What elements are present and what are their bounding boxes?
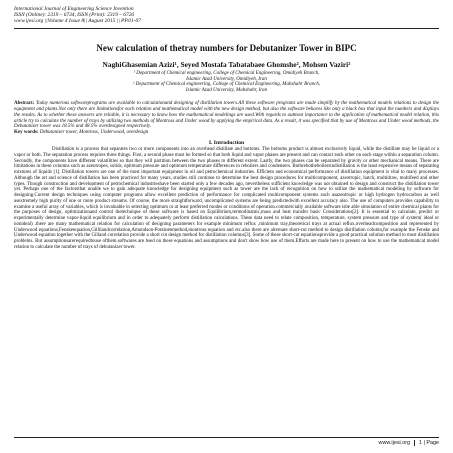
page-footer [14,437,439,446]
abstract-text: Today numerous softwareprograms are available to calculationand designing of distillation towers.All these software programs are made simplify by the mathematical models relations to design the equipment and plants.Not only there are limitationsfor each relation and mathematical model with the new design method, but also the software behaves like only a black box that input the numbers and displays the results. As to whether these answers are reliable, it is necessary to know how the mathematical modelings are used.With regards to outmost importance to the application of mathematical model relation, this article try to calculate the number of trays by utilizing two methods of Montross and Under wood by applying the empirical data. As a result, it was specified that by use of Montross and Under wood methods, the Debutanizer tower was 18.5% and 48.5% overdesigned respectively. [14,101,439,130]
affiliations [14,71,439,95]
footer-site: www.ijesi.org [378,440,411,446]
affiliation-line: ² Department of Chemical engineering, College of Chemical Engineering, Mahshahr Branch, [132,82,321,88]
paper-title: New calculation of thetray numbers for Debutanizer Tower in BIPC [96,42,357,53]
affiliation-line: Islamic Azad University, Omidiyeh, Iran [186,76,267,82]
abstract-label: Abstract: [14,101,35,107]
journal-header [14,6,439,25]
section-heading: I. Introduction [208,140,245,147]
journal-issue: www.ijesi.org ||Volume 4 Issue 8|| August 2015 || PP.01-07 [14,18,141,25]
affiliation-line: Islamic Azad University, Mahshahr, Iran [185,88,268,94]
journal-issn: ISSN (Online): 2319 – 6734, ISSN (Print): 2319 – 6726 [14,12,135,19]
abstract [14,101,439,130]
keywords-text: Debutanizer tower, Montross, Underwood, overdesign [39,130,149,136]
intro-paragraph: Distillation is a process that separates two or more components into an overhead distillate and bottoms. The bottoms product is almost exclusively liquid, while the distillate may be liquid or a vapor or both. The separation process requires three things. First, a second phase must be formed so that both liquid and vapor phases are present and can contact each other on each stage within a separation column. Secondly, the components have different volatilities so that they will partition between the two phases to different extent. Lastly, the two phases can be separated by gravity or other mechanical means. There are limitations in these columns such as azeotropes, solids, optimum pressure and optimum temperature differences in reboilers and condensers. Bothrebotheboilersindistillation is the least expensive means of separating mixtures of liquids [1]. Distillation towers are one of the most important equipment in oil and petrochemical industries. Efficient and economical performance of distillation equipment is vital to many processes. Although the art and science of distillation has been practiced for many years, studies still continue to determine the best design procedures for multicomponent, azeotropic, batch, multidraw, multifeed and other types. Though construction and development of petrochemical industrieshave been started only a few decades ago, nevertheless sufficient knowledge was not obtained to design and construct the distillation tower yet. Perhaps one of the factorsthat unable we to gain adequate knowledge for designing equipment such as tower are the lack of recognition on how to utilize the mathematical modeling by software for designing.Current design techniques using computer programs allow excellent prediction of performance for complicated multicomponent systems such asazeotropic or high hydrogen hydrocarbon as well asextremely high purity of one or more product streams. Of course, the more straightforward, uncomplicated systems are being predictedwith excellent accuracy also. The use of computers provides capability to examine a useful array of variables, which is invaluable in selecting optimum or at least preferred modes or conditions of operation.commercially available software isbe able simulation of entire chemical plants for the purposes of design, optimizationand control thetechnique of these software is based on Equilibrium,termodinamic,mass and heat transfer basic Considerations[2]. It is essential to calculate, predict or experimentally determine vapor-liquid equilibrium and in order to adequately perform distillation calculations. These data need to relate composition, temperature, system pressure and type of system( ideal or nonideal) .there are many mathematical relation for calculation of designing parameters for example minimum reflux ,minimum tray,theoretical trays at actual reflux,overheadcomposition and represented by Underwood equations,Fenskeequation,Gillilandcorrelation,Amundson-Pontinenmethod,montross equation and etc.also there are alternate short-cut method to design distillation column,for example the Fenske and Underwood equation together with the Gilland correlation provide a short cut design method for distillation columns[3]. Some of these short-cut equationsprovide a good practical solution method to most distillation problems. But assumptionsarerequiredtouse ofthem.softwares are bsed on these equations and assumptions and don't show how use of them.Efforts are made here to present on how to use the mathematical model relation to calculate the number of trays of debutanizer tower. [14,147,439,250]
introduction-body [14,147,439,251]
paper-authors: NaghiGhasemian Azizi¹, Seyed Mostafa Tabatabaee Ghomshe², Mohsen Vaziri² [102,59,351,69]
journal-name: International Journal of Engineering Science Invention [14,6,134,12]
footer-page: 1 | Page [419,440,439,446]
affiliation-line: ¹ Department of Chemical engineering, College of Chemical Engineering, Omidiyeh Branch, [133,70,320,76]
footer-separator [414,440,415,446]
header-rule [14,28,439,29]
keywords [14,130,439,136]
keywords-label: Key words: [14,130,39,136]
